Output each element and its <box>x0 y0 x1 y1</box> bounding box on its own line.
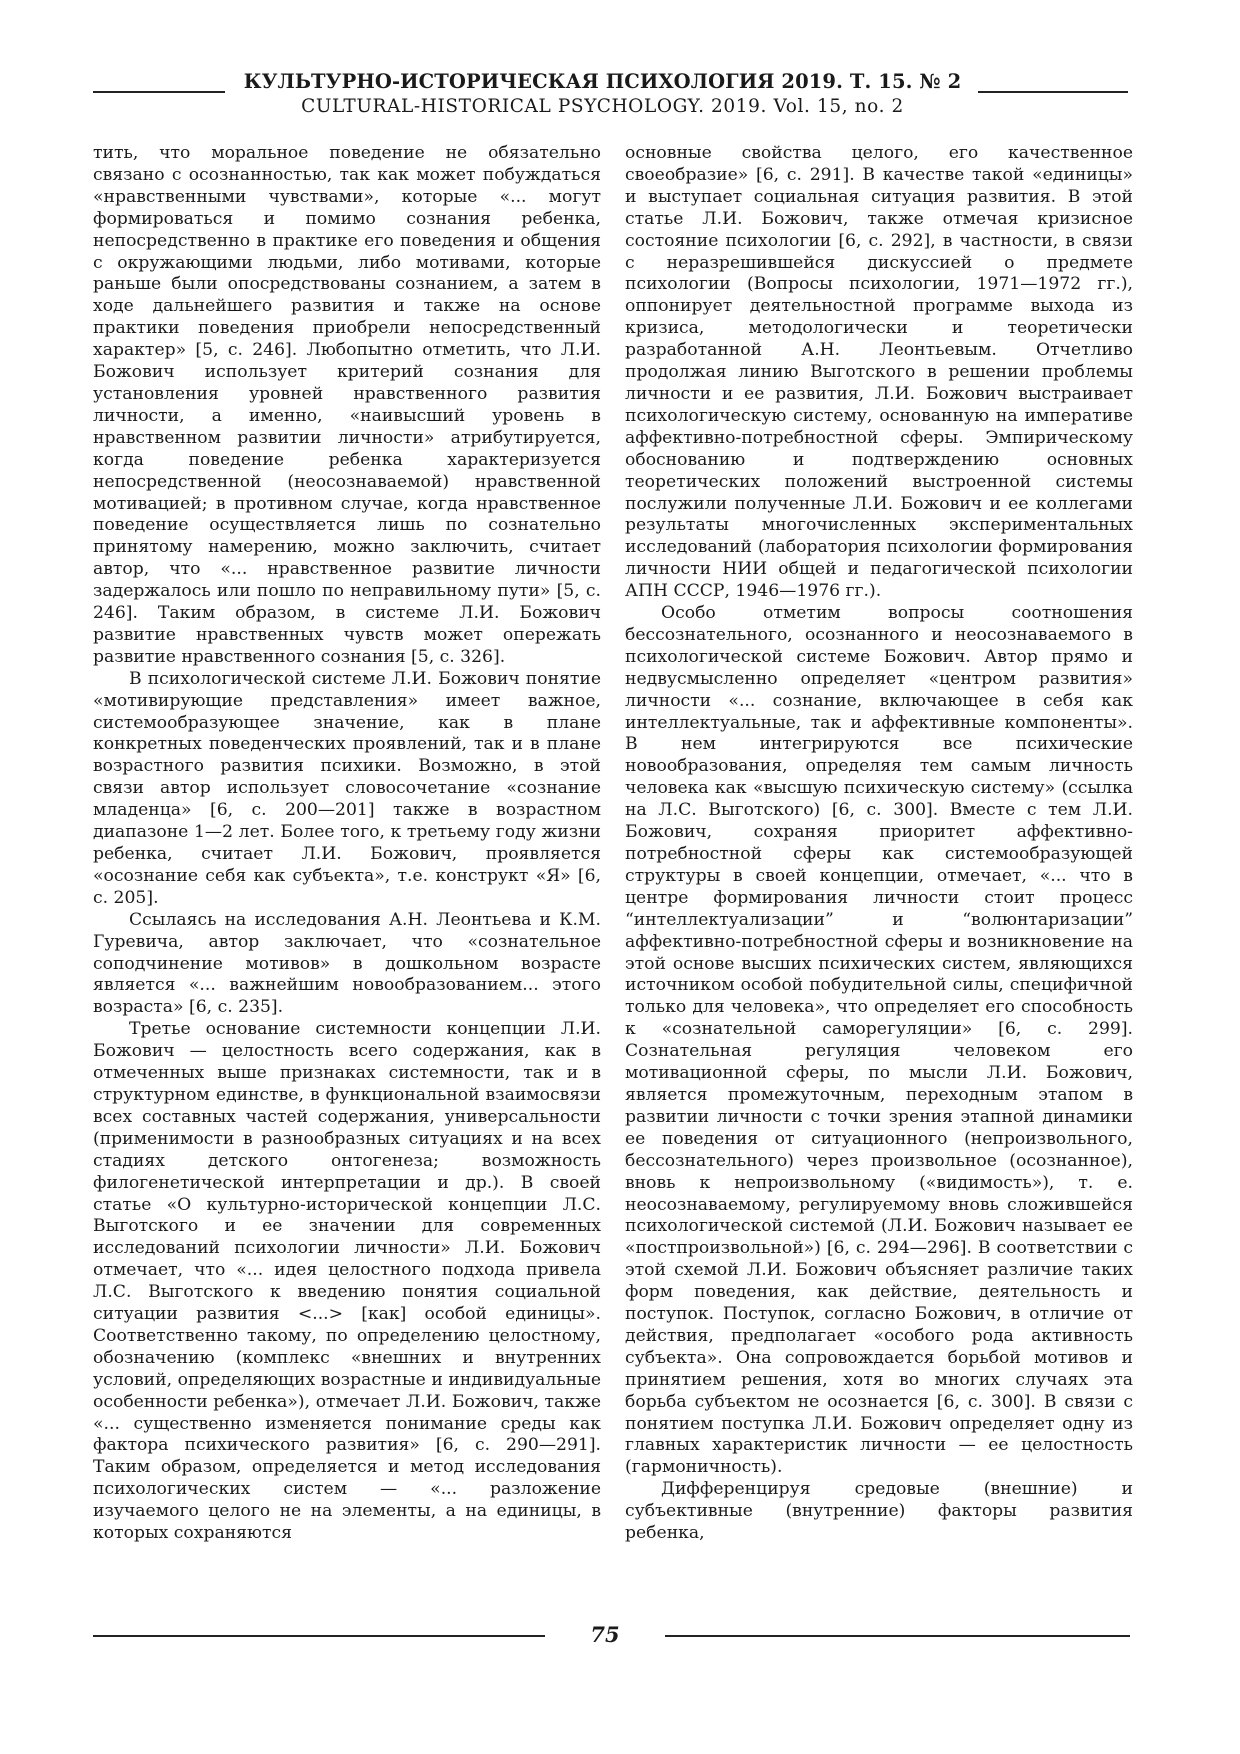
header-rule-right <box>978 91 1128 93</box>
paragraph: Третье основание системности концепции Л.И. Божович — целостность всего содержания, как в отмеченных выше признаках системности, так и в структурном единстве, в функциональной взаимосвязи всех составных частей содержания, универсальности (применимости в разнообразных ситуациях и на всех стадиях детского онтогенеза; возможность филогенетической интерпретации и др.). В своей статье «О культурно-исторической концепции Л.С. Выготского и ее значении для современных исследований психологии личности» Л.И. Божович отмечает, что «... идея целостного подхода привела Л.С. Выготского к введению понятия социальной ситуации развития <...> [как] особой единицы». Соответственно такому, по определению целостному, обозначению (комплекс «внешних и внутренних условий, определяющих возрастные и индивидуальные особенности ребенка»), отмечает Л.И. Божович, также «... существенно изменяется понимание среды как фактора психического развития» [6, с. 290—291]. Таким образом, определяется и метод исследования психологических систем — «... разложение изучаемого целого не на элементы, а на единицы, в которых сохраняются <box>93 1019 601 1544</box>
paragraph: Особо отметим вопросы соотношения бессознательного, осознанного и неосознаваемого в психологической системе Божович. Автор прямо и недвусмысленно определяет «центром развития» личности «... сознание, включающее в себя как интеллектуальные, так и аффективные компоненты». В нем интегрируются все психические новообразования, определяя тем самым личность человека как «высшую психическую систему» (ссылка на Л.С. Выготского) [6, с. 300]. Вместе с тем Л.И. Божович, сохраняя приоритет аффективно-потребностной сферы как системообразующей структуры в своей концепции, отмечает, «... что в центре формирования личности стоит процесс “интеллектуализации” и “волюнтаризации” аффективно-потребностной сферы и возникновение на этой основе высших психических систем, являющихся источником особой побудительной силы, специфичной только для человека», что определяет его способность к «сознательной саморегуляции» [6, с. 299]. Сознательная регуляция человеком его мотивационной сферы, по мысли Л.И. Божович, является промежуточным, переходным этапом в развитии личности с точки зрения этапной динамики ее поведения от ситуационного (непроизвольного, бессознательного) через произвольное (осознанное), вновь к непроизвольному («видимость»), т. е. неосознаваемому, регулируемому вновь сложившейся психологической системой (Л.И. Божович называет ее «постпроизвольной») [6, с. 294—296]. В соответствии с этой схемой Л.И. Божович объясняет различие таких форм поведения, как действие, деятельность и поступок. Поступок, согласно Божович, в отличие от действия, предполагает «особого рода активность субъекта». Она сопровождается борьбой мотивов и принятием решения, хотя во многих случаях эта борьба субъектом не осознается [6, с. 300]. В связи с понятием поступка Л.И. Божович определяет одну из главных характеристик личности — ее целостность (гармоничность). <box>625 603 1133 1478</box>
paragraph: Ссылаясь на исследования А.Н. Леонтьева и К.М. Гуревича, автор заключает, что «сознательное соподчинение мотивов» в дошкольном возрасте является «... важнейшим новообразованием... этого возраста» [6, с. 235]. <box>93 909 601 1018</box>
right-column <box>625 143 1133 1545</box>
journal-title-ru: КУЛЬТУРНО-ИСТОРИЧЕСКАЯ ПСИХОЛОГИЯ 2019. Т. 15. № 2 <box>243 70 962 93</box>
paragraph: В психологической системе Л.И. Божович понятие «мотивирующие представления» имеет важное, системообразующее значение, как в плане конкретных поведенческих проявлений, так и в плане возрастного развития психики. Возможно, в этой связи автор использует словосочетание «сознание младенца» [6, с. 200—201] также в возрастном диапазоне 1—2 лет. Более того, к третьему году жизни ребенка, считает Л.И. Божович, проявляется «осознание себя как субъекта», т.е. конструкт «Я» [6, с. 205]. <box>93 668 601 908</box>
page-footer <box>0 1622 1240 1662</box>
paragraph: основные свойства целого, его качественное своеобразие» [6, с. 291]. В качестве такой «единицы» и выступает социальная ситуация развития. В этой статье Л.И. Божович, также отмечая кризисное состояние психологии [6, с. 292], в частности, в связи с неразрешившейся дискуссией о предмете психологии (Вопросы психологии, 1971—1972 гг.), оппонирует деятельностной программе выхода из кризиса, методологически и теоретически разработанной А.Н. Леонтьевым. Отчетливо продолжая линию Выготского в решении проблемы личности и ее развития, Л.И. Божович выстраивает психологическую систему, основанную на императиве аффективно-потребностной сферы. Эмпирическому обоснованию и подтверждению основных теоретических положений выстроенной системы послужили полученные Л.И. Божович и ее коллегами результаты многочисленных экспериментальных исследований (лаборатория психологии формирования личности НИИ общей и педагогической психологии АПН СССР, 1946—1976 гг.). <box>625 143 1133 602</box>
header-rule-left <box>93 91 225 93</box>
page-number: 75 <box>590 1622 620 1647</box>
paragraph: Дифференцируя средовые (внешние) и субъективные (внутренние) факторы развития ребенка, <box>625 1479 1133 1544</box>
journal-title-en: CULTURAL-HISTORICAL PSYCHOLOGY. 2019. Vol. 15, no. 2 <box>301 96 904 117</box>
footer-rule-right <box>665 1635 1130 1637</box>
running-header <box>0 70 1240 122</box>
left-column <box>93 143 601 1545</box>
paragraph: тить, что моральное поведение не обязательно связано с осознанностью, так как может побуждаться «нравственными чувствами», которые «... могут формироваться и помимо сознания ребенка, непосредственно в практике его поведения и общения с окружающими людьми, либо мотивами, которые раньше были опосредствованы сознанием, а затем в ходе дальнейшего развития и также на основе практики поведения приобрели непосредственный характер» [5, с. 246]. Любопытно отметить, что Л.И. Божович использует критерий сознания для установления уровней нравственного развития личности, а именно, «наивысший уровень в нравственном развитии личности» атрибутируется, когда поведение ребенка характеризуется непосредственной (неосознаваемой) нравственной мотивацией; в противном случае, когда нравственное поведение осуществляется лишь по сознательно принятому намерению, можно заключить, считает автор, что «... нравственное развитие личности задержалось или пошло по неправильному пути» [5, с. 246]. Таким образом, в системе Л.И. Божович развитие нравственных чувств может опережать развитие нравственного сознания [5, с. 326]. <box>93 143 601 667</box>
footer-rule-left <box>93 1635 545 1637</box>
